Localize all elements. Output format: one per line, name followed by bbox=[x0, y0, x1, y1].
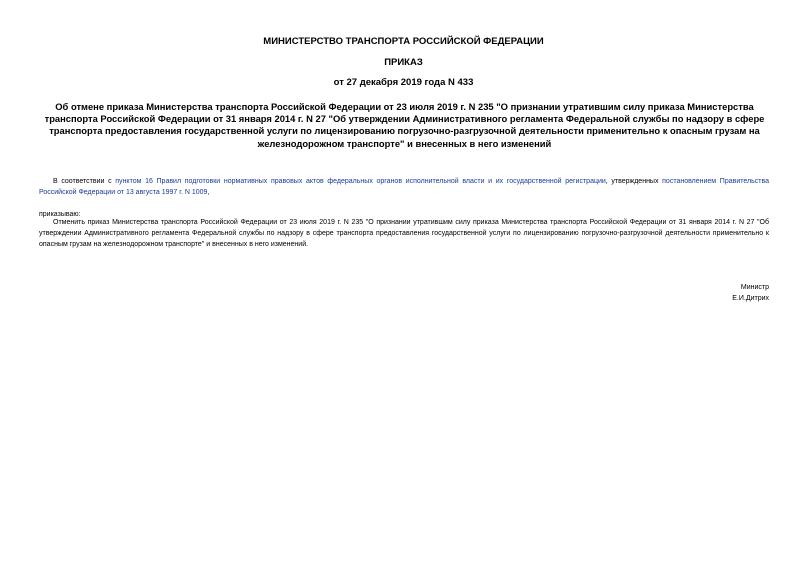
document-date-number: от 27 декабря 2019 года N 433 bbox=[333, 77, 474, 88]
basis-middle: , утвержденных bbox=[605, 178, 663, 185]
document-type: ПРИКАЗ bbox=[384, 57, 423, 68]
ordered-label: приказываю: bbox=[39, 211, 81, 218]
rules-link[interactable]: пунктом 16 Правил подготовки нормативных правовых актов федеральных органов исполнительной власти и их государственной регистрации bbox=[115, 178, 606, 185]
signatory-name: Е.И.Дитрих bbox=[732, 295, 769, 302]
order-paragraph: Отменить приказ Министерства транспорта Российской Федерации от 23 июля 2019 г. N 235 "О признании утратившим силу приказа Министерства транспорта Российской Федерации от 31 января 2014 г. N 27 "Об утверждении Административного регламента Федеральной службы по надзору в сфере транспорта предоставления государственной услуги по лицензированию погрузочно-разгрузочной деятельности применительно к опасным грузам на железнодорожном транспорте" и внесенных в него изменений. bbox=[39, 219, 769, 248]
legal-basis-paragraph bbox=[39, 177, 769, 199]
basis-prefix: В соответствии с bbox=[53, 178, 116, 185]
signatory-position: Министр bbox=[740, 284, 769, 291]
government-decree-link[interactable]: постановлением Правительства Российской Федерации от 13 августа 1997 г. N 1009 bbox=[39, 178, 769, 196]
signature-block bbox=[732, 282, 769, 304]
document-title: Об отмене приказа Министерства транспорта Российской Федерации от 23 июля 2019 г. N 235 "О признании утратившим силу приказа Министерства транспорта Российской Федерации от 31 января 2014 г. N 27 "Об утверждении Административного регламента Федеральной службы по надзору в сфере транспорта предоставления государственной услуги по лицензированию погрузочно-разгрузочной деятельности применительно к опасным грузам на железнодорожном транспорте" и внесенных в него изменений bbox=[44, 101, 765, 149]
basis-suffix: , bbox=[207, 188, 210, 196]
ministry-name: МИНИСТЕРСТВО ТРАНСПОРТА РОССИЙСКОЙ ФЕДЕРАЦИИ bbox=[263, 36, 544, 47]
